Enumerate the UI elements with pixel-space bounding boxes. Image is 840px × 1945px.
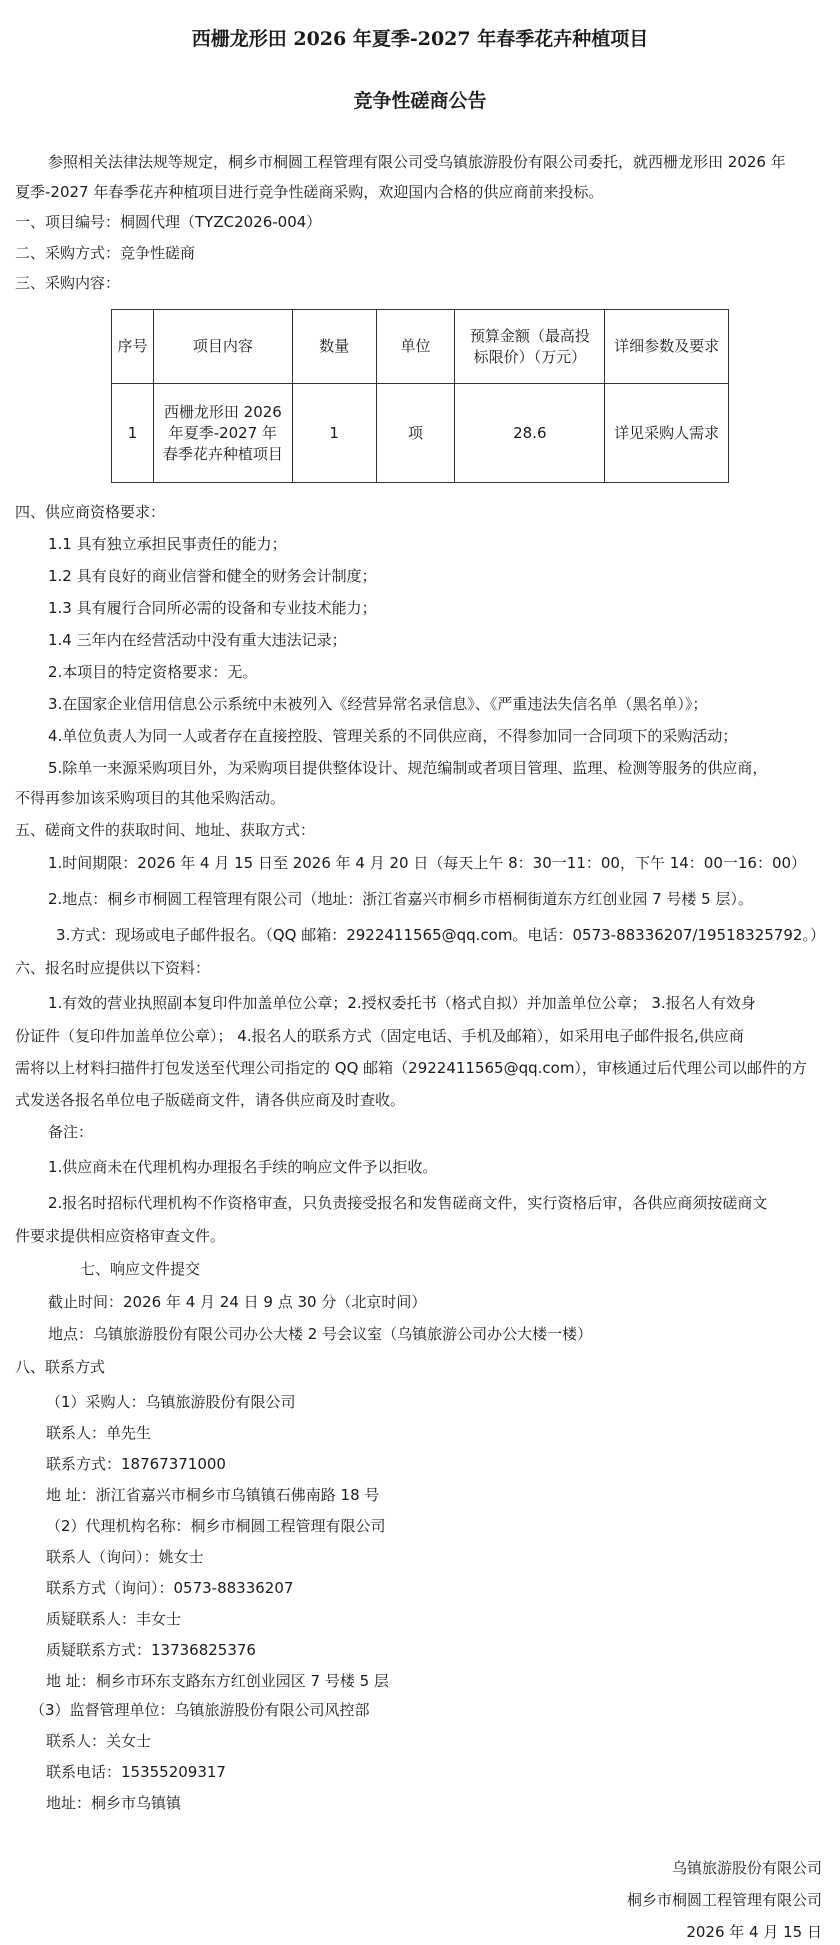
procurement-method: 二、采购方式：竞争性磋商 (15, 244, 196, 262)
document-title: 西栅龙形田 2026 年夏季-2027 年春季花卉种植项目 (191, 28, 649, 50)
materials-text: 需将以上材料扫描件打包发送至代理公司指定的 QQ 邮箱（2922411565@qq.com），审核通过后代理公司以邮件的方 (15, 1059, 807, 1077)
section-heading: 四、供应商资格要求： (15, 503, 166, 521)
intro-text-line-2: 夏季-2027 年春季花卉种植项目进行竞争性磋商采购，欢迎国内合格的供应商前来投标。 (15, 183, 604, 201)
procurement-table (111, 309, 729, 483)
contact-line: 联系电话：15355209317 (46, 1763, 226, 1781)
table-cell: 西栅龙形田 2026 年夏季-2027 年春季花卉种植项目 (153, 384, 292, 483)
contact-line: 联系人（询问）：姚女士 (46, 1548, 204, 1566)
materials-text: 1.有效的营业执照副本复印件加盖单位公章；2.授权委托书（格式自拟）并加盖单位公章； 3.报名人有效身 (48, 994, 756, 1012)
section-heading: 五、磋商文件的获取时间、地址、获取方式： (15, 821, 316, 839)
qualification-item: 4.单位负责人为同一人或者存在直接控股、管理关系的不同供应商，不得参加同一合同项下的采购活动； (48, 727, 738, 745)
contact-line: 地 址：浙江省嘉兴市桐乡市乌镇镇石佛南路 18 号 (46, 1486, 380, 1504)
table-cell: 详见采购人需求 (605, 384, 729, 483)
document-subtitle: 竞争性磋商公告 (353, 90, 487, 112)
qualification-item: 5.除单一来源采购项目外，为采购项目提供整体设计、规范编制或者项目管理、监理、检测等服务的供应商， (48, 759, 768, 777)
table-header-cell: 单位 (376, 310, 455, 384)
table-header-row (112, 310, 729, 384)
table-header-cell: 预算金额（最高投标限价）（万元） (455, 310, 605, 384)
procurement-content-heading: 三、采购内容： (15, 274, 121, 292)
contact-line: 质疑联系人：丰女士 (46, 1610, 182, 1628)
intro-text-line-1: 参照相关法律法规等规定，桐乡市桐圆工程管理有限公司受乌镇旅游股份有限公司委托，就西栅龙形田 2026 年 (48, 153, 786, 171)
contact-line: 联系方式（询问）：0573-88336207 (46, 1579, 294, 1597)
note-item-cont: 件要求提供相应资格审查文件。 (15, 1227, 226, 1245)
materials-text: 份证件（复印件加盖单位公章）； 4.报名人的联系方式（固定电话、手机及邮箱），如采用电子邮件报名,供应商 (15, 1027, 744, 1045)
contact-line: 联系人：单先生 (46, 1424, 152, 1442)
signature-agency: 桐乡市桐圆工程管理有限公司 (626, 1891, 822, 1909)
submission-place: 地点：乌镇旅游股份有限公司办公大楼 2 号会议室（乌镇旅游公司办公大楼一楼） (48, 1325, 593, 1343)
contact-line: （1）采购人：乌镇旅游股份有限公司 (46, 1393, 296, 1411)
signature-date: 2026 年 4 月 15 日 (686, 1923, 822, 1941)
materials-text: 式发送各报名单位电子版磋商文件，请各供应商及时查收。 (15, 1091, 406, 1109)
contact-line: （2）代理机构名称：桐乡市桐圆工程管理有限公司 (46, 1517, 386, 1535)
table-cell: 1 (292, 384, 376, 483)
qualification-item: 1.1 具有独立承担民事责任的能力； (48, 535, 287, 553)
submission-deadline: 截止时间：2026 年 4 月 24 日 9 点 30 分（北京时间） (48, 1293, 427, 1311)
contact-line: 联系人：关女士 (46, 1732, 152, 1750)
qualification-item: 1.3 具有履行合同所必需的设备和专业技术能力； (48, 599, 377, 617)
note-item: 2.报名时招标代理机构不作资格审查，只负责接受报名和发售磋商文件，实行资格后审，各供应商须按磋商文 (48, 1194, 768, 1212)
note-heading: 备注： (48, 1123, 94, 1141)
contact-line: （3）监督管理单位：乌镇旅游股份有限公司风控部 (30, 1701, 370, 1719)
section-heading: 八、联系方式 (15, 1358, 106, 1376)
signature-purchaser: 乌镇旅游股份有限公司 (671, 1859, 822, 1877)
qualification-item: 1.4 三年内在经营活动中没有重大违法记录； (48, 631, 347, 649)
table-header-cell: 数量 (292, 310, 376, 384)
table-header-cell: 项目内容 (153, 310, 292, 384)
contact-line: 质疑联系方式：13736825376 (46, 1641, 256, 1659)
project-number: 一、项目编号：桐圆代理（TYZC2026-004） (15, 213, 322, 231)
acquisition-place: 2.地点：桐乡市桐圆工程管理有限公司（地址：浙江省嘉兴市桐乡市梧桐街道东方红创业园 7 号楼 5 层）。 (48, 890, 753, 908)
section-heading: 六、报名时应提供以下资料： (15, 959, 211, 977)
qualification-item: 1.2 具有良好的商业信誉和健全的财务会计制度； (48, 567, 377, 585)
note-item: 1.供应商未在代理机构办理报名手续的响应文件予以拒收。 (48, 1158, 438, 1176)
qualification-item: 2.本项目的特定资格要求：无。 (48, 663, 258, 681)
table-cell: 1 (112, 384, 154, 483)
table-cell: 28.6 (455, 384, 605, 483)
acquisition-method: 3.方式：现场或电子邮件报名。（QQ 邮箱：2922411565@qq.com。电话：0573-88336207/19518325792。） (56, 926, 825, 944)
table-cell: 项 (376, 384, 455, 483)
table-row (112, 384, 729, 483)
acquisition-time: 1.时间期限：2026 年 4 月 15 日至 2026 年 4 月 20 日（每天上午 8：30一11：00，下午 14：00一16：00） (48, 854, 807, 872)
contact-line: 联系方式：18767371000 (46, 1455, 226, 1473)
table-header-cell: 序号 (112, 310, 154, 384)
qualification-item-cont: 不得再参加该采购项目的其他采购活动。 (15, 789, 286, 807)
contact-line: 地址：桐乡市乌镇镇 (46, 1794, 182, 1812)
qualification-item: 3.在国家企业信用信息公示系统中未被列入《经营异常名录信息》、《严重违法失信名单（黑名单）》； (48, 695, 708, 713)
contact-line: 地 址：桐乡市环东支路东方红创业园区 7 号楼 5 层 (46, 1672, 389, 1690)
section-heading: 七、响应文件提交 (80, 1260, 201, 1278)
table-header-cell: 详细参数及要求 (605, 310, 729, 384)
